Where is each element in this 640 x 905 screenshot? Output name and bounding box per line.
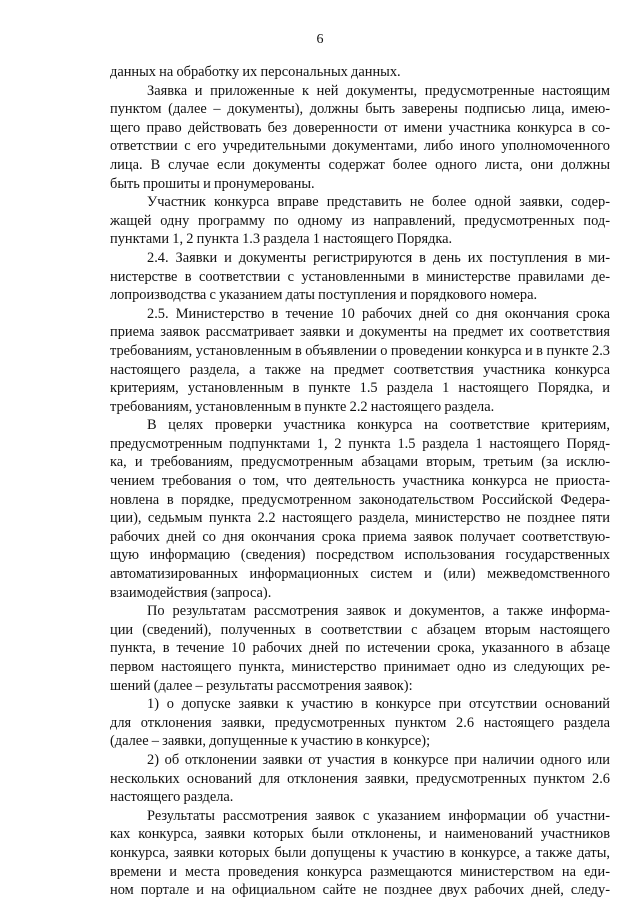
text-line: для отклонения заявки, предусмотренных пунктом 2.6 настоящего раздела <box>110 714 610 731</box>
text-line: Результаты рассмотрения заявок с указанием информации об участни- <box>147 807 610 824</box>
text-line: быть прошиты и пронумерованы. <box>110 175 315 192</box>
text-line: 1) о допуске заявки к участию в конкурсе при отсутствии оснований <box>147 696 610 713</box>
text-line: (далее – заявки, допущенные к участию в конкурсе); <box>110 733 431 750</box>
text-line: настоящего раздела, а также на предмет соответствия участника конкурса <box>110 361 610 378</box>
text-line: ции (сведений), полученных в соответствии с абзацем вторым настоящего <box>110 621 610 638</box>
text-line: пунктами 1, 2 пункта 1.3 раздела 1 настоящего Порядка. <box>110 231 453 248</box>
text-line: лопроизводства с указанием даты поступления и порядкового номера. <box>110 287 538 304</box>
text-line: ка, и требованиям, предусмотренным абзацами вторым, третьим (за исклю- <box>110 454 610 471</box>
text-line: автоматизированных информационных систем и (или) межведомственного <box>110 566 610 583</box>
text-line: пунктом (далее – документы), должны быть заверены подписью лица, имею- <box>110 101 610 118</box>
text-line: щего право действовать без доверенности от имени участника конкурса в со- <box>110 119 610 136</box>
text-line: первом настоящего пункта, министерство принимает одно из следующих ре- <box>110 659 610 675</box>
text-line: новлена в порядке, предусмотренном законодательством Российской Федера- <box>110 491 610 508</box>
text-line: лица. В случае если документы содержат более одного листа, они должны <box>110 156 610 173</box>
text-line: настоящего раздела. <box>110 789 234 806</box>
text-line: требованиям, установленным в объявлении о проведении конкурса и в пункте 2.3 <box>110 342 610 359</box>
text-line: ках конкурса, заявки которых были отклонены, и наименований участников <box>110 826 610 843</box>
text-line: критериям, установленным в пункте 1.5 раздела 1 настоящего Порядка, и <box>110 380 610 397</box>
text-line: Заявка и приложенные к ней документы, предусмотренные настоящим <box>147 82 610 99</box>
text-line: Участник конкурса вправе представить не более одной заявки, содер- <box>147 194 610 211</box>
page-number: 6 <box>316 32 324 47</box>
text-line: щую информацию (сведения) посредством использования государственных <box>110 547 610 564</box>
document-body <box>110 63 610 900</box>
text-line: ответствии с его учредительными документами, либо иного уполномоченного <box>110 138 610 155</box>
text-line: нескольких оснований для отклонения заявки, предусмотренных пунктом 2.6 <box>110 770 610 787</box>
text-line: нистерстве в соответствии с установленными в министерстве правилами де- <box>110 268 610 285</box>
text-line: рабочих дней со дня окончания срока приема заявок получает соответствую- <box>110 528 610 545</box>
text-line: предусмотренным подпунктами 1, 2 пункта 1.5 раздела 1 настоящего Поряд- <box>110 435 610 452</box>
text-line: жащей одну программу по одному из направлений, предусмотренных под- <box>110 212 610 229</box>
text-line: приема заявок рассматривает заявки и документы на предмет их соответствия <box>110 324 610 341</box>
text-line: В целях проверки участника конкурса на соответствие критериям, <box>147 417 610 434</box>
text-line: требованиям, установленным в пункте 2.2 настоящего раздела. <box>110 398 495 415</box>
text-line: 2.4. Заявки и документы регистрируются в день их поступления в ми- <box>147 249 610 266</box>
text-line: данных на обработку их персональных данных. <box>110 64 401 80</box>
text-line: ции), седьмым пункта 2.2 настоящего раздела, министерство не позднее пяти <box>110 510 610 527</box>
text-line: взаимодействия (запроса). <box>110 584 272 601</box>
text-line: пункта, в течение 10 рабочих дней по истечении срока, указанного в абзаце <box>110 640 610 657</box>
text-line: 2.5. Министерство в течение 10 рабочих дней со дня окончания срока <box>147 305 610 322</box>
text-line: шений (далее – результаты рассмотрения заявок): <box>110 677 413 694</box>
text-line: По результатам рассмотрения заявок и документов, а также информа- <box>147 603 610 620</box>
text-line: времени и места проведения конкурса размещаются министерством на еди- <box>110 863 610 880</box>
text-line: ном портале и на официальном сайте не позднее двух рабочих дней, следу- <box>110 882 610 899</box>
text-line: 2) об отклонении заявки от участия в конкурсе при наличии одного или <box>147 751 610 768</box>
text-line: чением требования о том, что деятельность участника конкурса не приоста- <box>110 473 610 490</box>
text-line: конкурса, заявки которых были допущены к участию в конкурсе, а также даты, <box>110 844 610 861</box>
